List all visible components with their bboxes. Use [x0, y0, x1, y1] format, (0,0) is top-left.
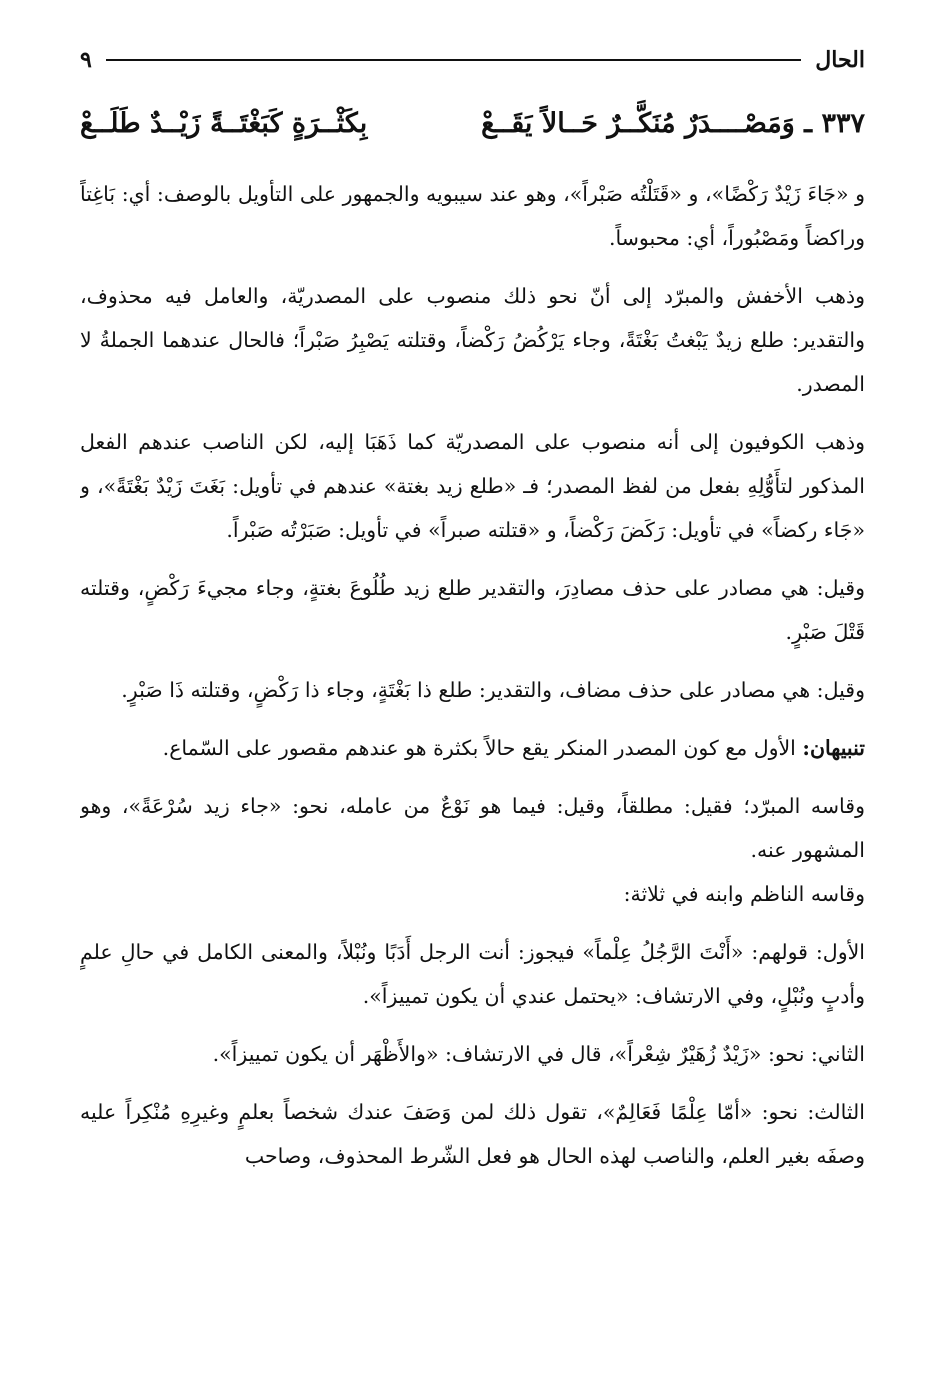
- paragraph-text: و «جَاءَ زَيْدٌ رَكْضًا»، و «قَتَلْتُه صَبْراً»، وهو عند سيبويه والجمهور على التأويل بالوصف: أي: بَاغِتاً وراكضاً ومَصْبُوراً، أي: محبوساً.: [80, 182, 865, 250]
- page-number: ٩: [80, 47, 92, 73]
- paragraph: [80, 1032, 865, 1076]
- paragraph-text: وذهب الكوفيون إلى أنه منصوب على المصدريّة كما ذَهَبَا إليه، لكن الناصب عندهم الفعل المذكور لتأَوُّلِهِ بفعل من لفظ المصدر؛ فـ «طلع زيد بغتة» عندهم في تأويل: بَغَتَ زَيْدٌ بَغْتَةً»، و «جَاء ركضاً» في تأويل: رَكَضَ رَكْضاً، و «قتلته صبراً» في تأويل: صَبَرْتُه صَبْراً.: [80, 430, 865, 542]
- paragraph-text: وقاسه الناظم وابنه في ثلاثة:: [623, 882, 865, 906]
- paragraph: [80, 1090, 865, 1178]
- paragraph: [80, 872, 865, 916]
- paragraph-text: وذهب الأخفش والمبرّد إلى أنّ نحو ذلك منصوب على المصدريّة، والعامل فيه محذوف، والتقدير: طلع زيدٌ يَبْغتُ بَغْتَةً، وجاء يَرْكُضُ رَكْضاً، وقتلته يَصْبِرُ صَبْراً؛ فالحال عندهما الجملةُ لا المصدر.: [80, 284, 865, 396]
- paragraph-text: وقيل: هي مصادر على حذف مصادِرَ، والتقدير طلع زيد طُلُوعَ بغتةٍ، وجاء مجيءَ رَكْضٍ، وقتلته قَتْلَ صَبْرٍ.: [80, 576, 865, 644]
- paragraph: [80, 668, 865, 712]
- paragraph: [80, 566, 865, 654]
- paragraph: [80, 420, 865, 552]
- paragraph-lead: تنبيهان:: [802, 736, 865, 760]
- paragraph: [80, 784, 865, 872]
- paragraph: [80, 726, 865, 770]
- chapter-title: الحال: [815, 47, 865, 73]
- paragraph-text: وقاسه المبرّد؛ فقيل: مطلقاً، وقيل: فيما هو نَوْعٌ من عامله، نحو: «جاء زيد سُرْعَةً»، وهو المشهور عنه.: [80, 794, 865, 862]
- paragraph: [80, 172, 865, 260]
- verse-line: [80, 98, 865, 148]
- paragraph-text: الأول: قولهم: «أَنْتَ الرَّجُلُ عِلْماً» فيجوز: أنت الرجل أَدَبًا ونُبْلاً، والمعنى الكامل في حالِ علمٍ وأدبٍ ونُبْلٍ، وفي الارتشاف: «يحتمل عندي أن يكون تمييزاً».: [80, 940, 865, 1008]
- paragraph-text: الثالث: نحو: «أمّا عِلْمًا فَعَالِمٌ»، تقول ذلك لمن وَصَفَ عندك شخصاً بعلمٍ وغيرِهِ مُنْكِراً عليه وصفَه بغير العلم، والناصب لهذه الحال هو فعل الشّرط المحذوف، وصاحب: [80, 1100, 865, 1168]
- paragraph-text: وقيل: هي مصادر على حذف مضاف، والتقدير: طلع ذا بَغْتَةٍ، وجاء ذا رَكْضٍ، وقتلته ذَا صَبْرٍ.: [121, 678, 865, 702]
- paragraph: [80, 930, 865, 1018]
- commentary-body: [80, 172, 865, 1369]
- verse-first-hemistich: ٣٣٧ ـ وَمَصْــــدَرٌ مُنَكَّــرٌ حَــالاً يَقَــعْ: [481, 107, 865, 139]
- paragraph: [80, 274, 865, 406]
- paragraph-text: الثاني: نحو: «زَيْدٌ زُهَيْرٌ شِعْراً»، قال في الارتشاف: «والأَظْهَر أن يكون تمييزاً».: [212, 1042, 865, 1066]
- verse-second-hemistich: بِكَثْــرَةٍ كَبَغْتَــةً زَيْــدٌ طَلَــعْ: [80, 107, 368, 139]
- running-header: [80, 40, 865, 80]
- header-rule: [106, 59, 801, 61]
- paragraph-text: الأول مع كون المصدر المنكر يقع حالاً بكثرة هو عندهم مقصور على السّماع.: [162, 736, 803, 760]
